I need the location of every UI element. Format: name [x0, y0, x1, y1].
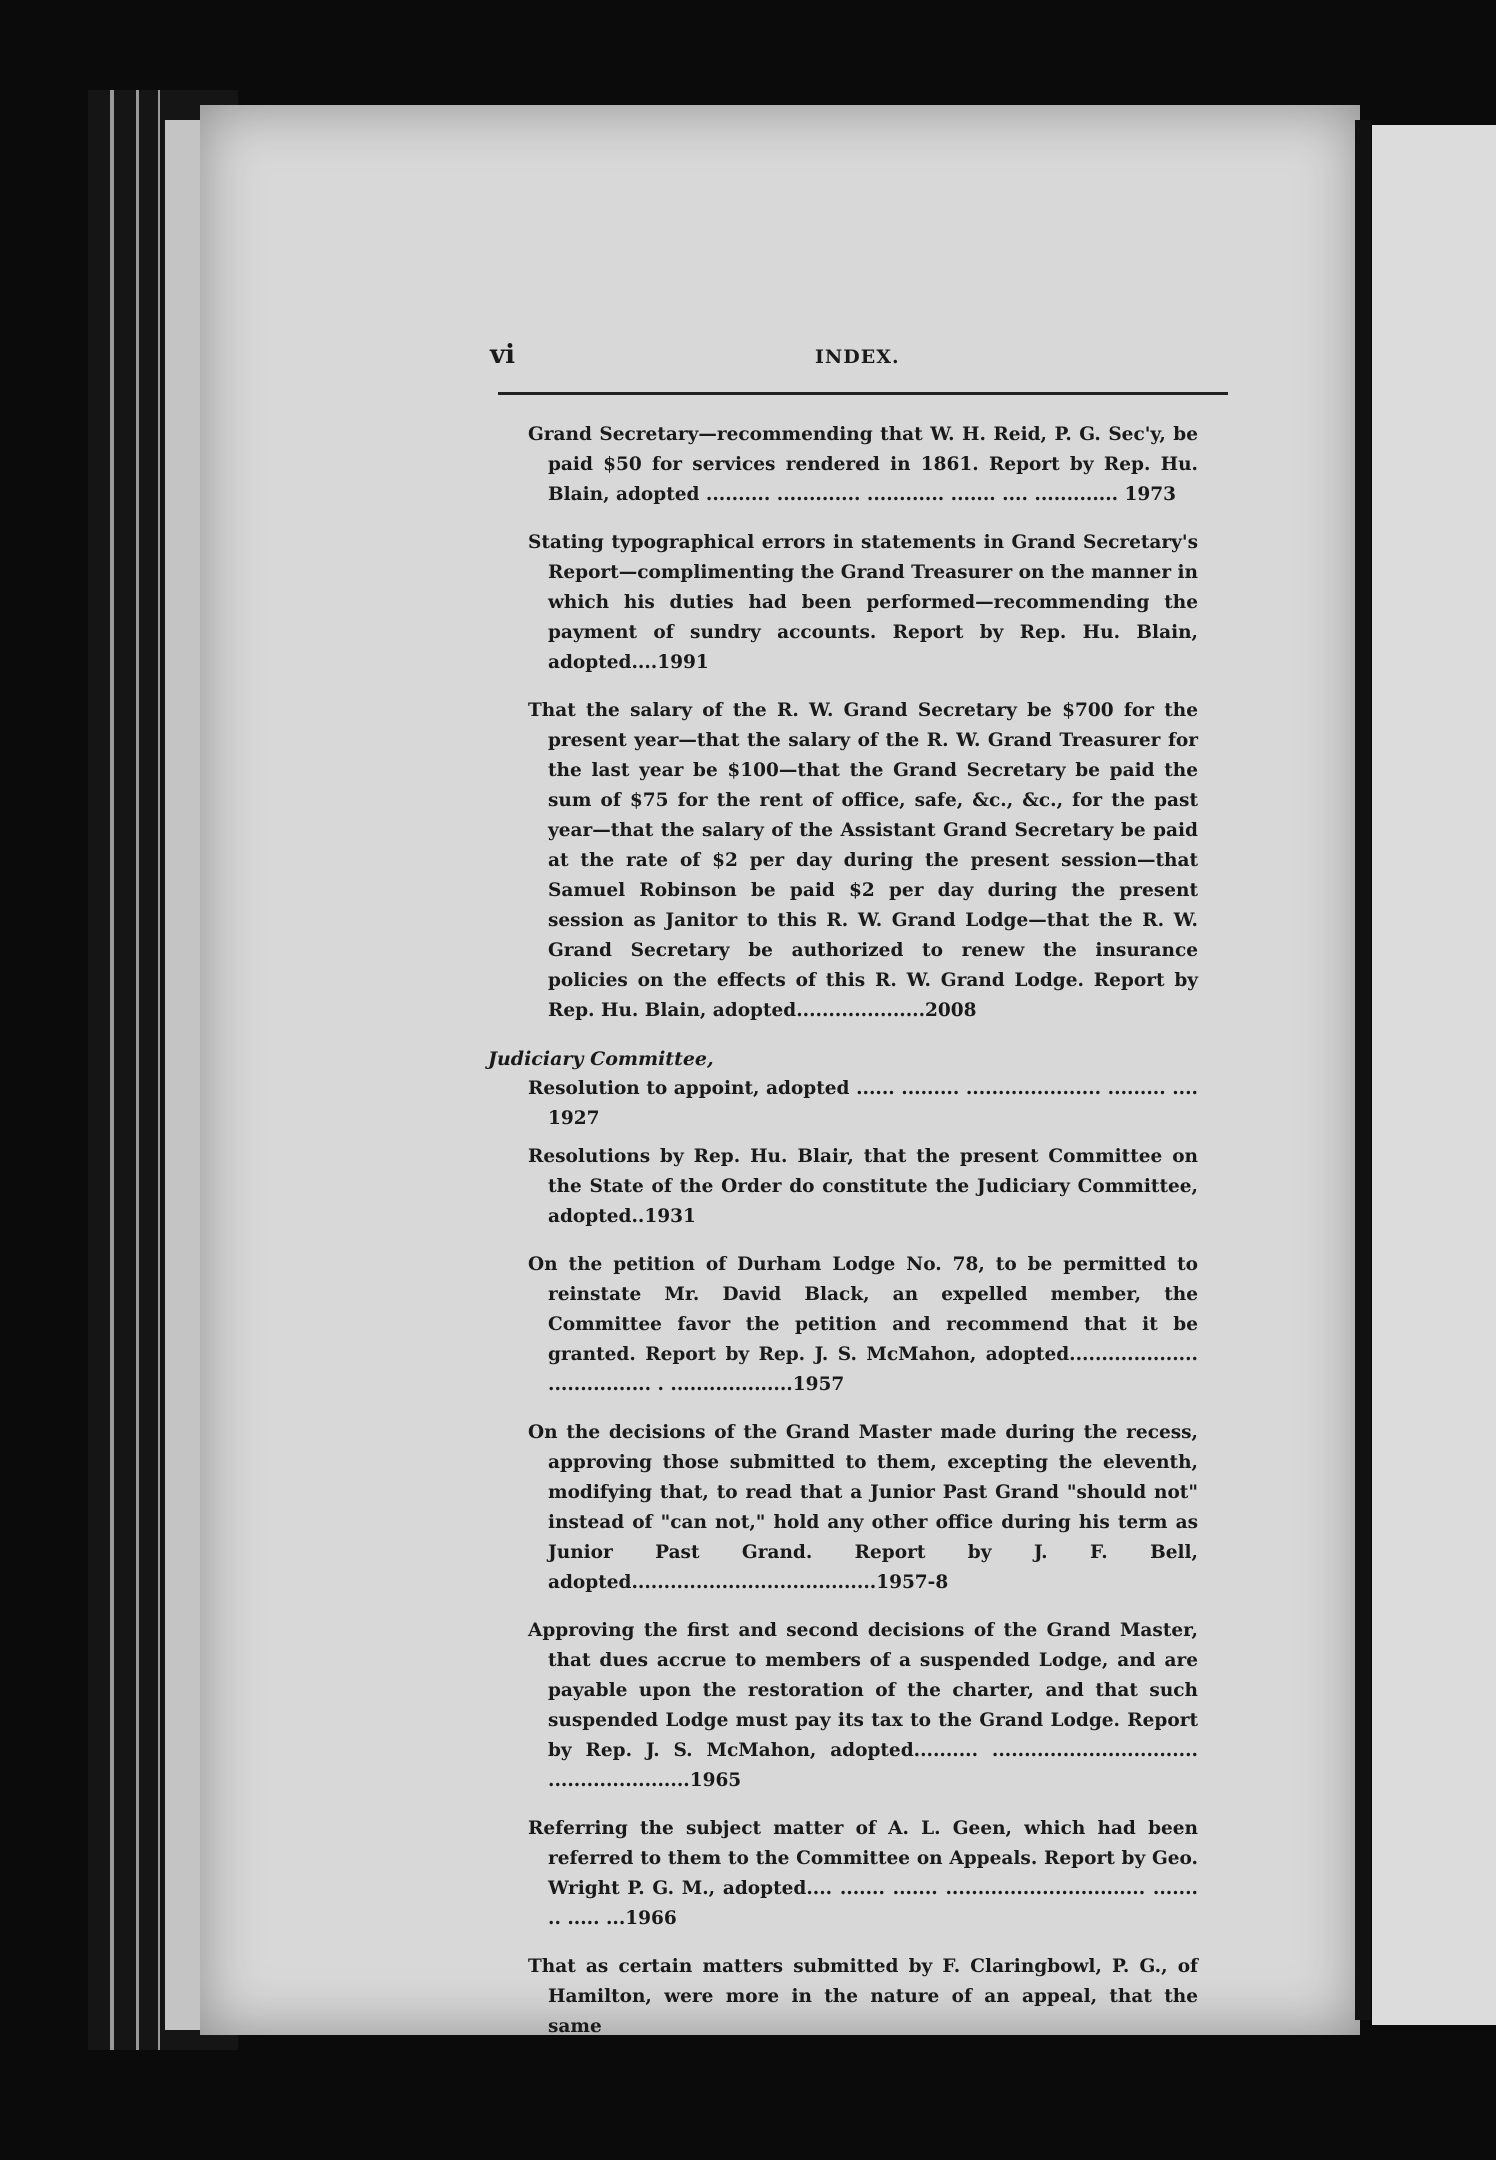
index-content [488, 420, 1198, 2060]
page-gutter [1355, 120, 1371, 2020]
index-entry: Resolution to appoint, adopted ...... ......... ..................... ......... .... 1927 [528, 1078, 1198, 1129]
header-rule [498, 392, 1228, 395]
binding-edge [158, 90, 160, 2050]
page-number: vi [490, 340, 515, 370]
index-entry: Resolutions by Rep. Hu. Blair, that the present Committee on the State of the Order do constitute the Judiciary Committee, adopted..1931 [528, 1146, 1198, 1227]
index-entry: On the decisions of the Grand Master made during the recess, approving those submitted to them, excepting the eleventh, modifying that, to read that a Junior Past Grand "should not" instead of "can not," hold any other office during his term as Junior Past Grand. Report by J. F. Bell, adopted......................................1957-8 [528, 1422, 1198, 1593]
index-entry: Grand Secretary—recommending that W. H. Reid, P. G. Sec'y, be paid $50 for services rendered in 1861. Report by Rep. Hu. Blain, adopted .......... ............. ............ ....... .... ............. 1973 [528, 424, 1198, 505]
facing-page [1372, 125, 1496, 2025]
index-entry: That the salary of the R. W. Grand Secretary be $700 for the present year—that the salary of the R. W. Grand Treasurer for the last year be $100—that the Grand Secretary be paid the sum of $75 for the rent of office, safe, &c., &c., for the past year—that the salary of the Assistant Grand Secretary be paid at the rate of $2 per day during the present session—that Samuel Robinson be paid $2 per day during the present session as Janitor to this R. W. Grand Lodge—that the R. W. Grand Secretary be authorized to renew the insurance policies on the effects of this R. W. Grand Lodge. Report by Rep. Hu. Blain, adopted....................2008 [528, 700, 1198, 1021]
index-entry: That as certain matters submitted by F. Claringbowl, P. G., of Hamilton, were more in the nature of an appeal, that the same [528, 1956, 1198, 2037]
binding-edge [110, 90, 114, 2050]
binding-edge [136, 90, 139, 2050]
section-heading: Judiciary Committee, [488, 1048, 714, 1070]
page-header [490, 340, 1220, 380]
running-head: INDEX. [815, 346, 900, 368]
index-entry: Referring the subject matter of A. L. Geen, which had been referred to them to the Committee on Appeals. Report by Geo. Wright P. G. M., adopted.... ....... ....... ............................... ....... .. ..... ...1966 [528, 1818, 1198, 1929]
index-entry: On the petition of Durham Lodge No. 78, to be permitted to reinstate Mr. David Black, an expelled member, the Committee favor the petition and recommend that it be granted. Report by Rep. J. S. McMahon, adopted.................... ................ . ...................1957 [528, 1254, 1198, 1395]
index-entry: Stating typographical errors in statements in Grand Secretary's Report—complimenting the Grand Treasurer on the manner in which his duties had been performed—recommending the payment of sundry accounts. Report by Rep. Hu. Blain, adopted....1991 [528, 532, 1198, 673]
index-entry: Approving the first and second decisions of the Grand Master, that dues accrue to members of a suspended Lodge, and are payable upon the restoration of the charter, and that such suspended Lodge must pay its tax to the Grand Lodge. Report by Rep. J. S. McMahon, adopted.......... ................................ ......................1965 [528, 1620, 1198, 1791]
